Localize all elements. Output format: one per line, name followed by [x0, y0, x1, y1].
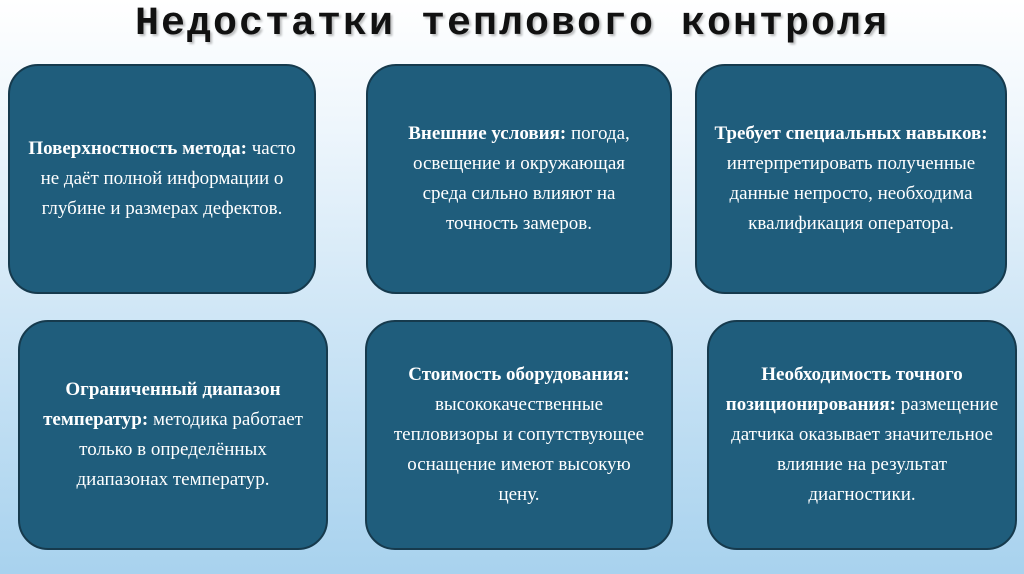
- card-text: [391, 360, 647, 510]
- card-body: часто не даёт полной информации о глубине и размерах дефектов.: [40, 138, 296, 219]
- card-body: размещение датчика оказывает значительное влияние на результат диагностики.: [731, 394, 999, 505]
- card-text: [34, 375, 312, 495]
- card-special-skills: [695, 64, 1007, 294]
- card-heading: Требует специальных навыков:: [714, 123, 988, 144]
- card-body: интерпретировать полученные данные непросто, необходима квалификация оператора.: [726, 153, 976, 234]
- card-surface-method: [8, 64, 316, 294]
- card-body: методика работает только в определённых диапазонах температур.: [76, 409, 303, 490]
- card-heading: Ограниченный диапазон температур:: [43, 379, 281, 430]
- card-heading: Стоимость оборудования:: [408, 364, 630, 385]
- card-external-conditions: [366, 64, 672, 294]
- card-heading: Внешние условия:: [408, 123, 567, 144]
- card-temperature-range: [18, 320, 328, 550]
- card-body: высококачественные тепловизоры и сопутствующее оснащение имеют высокую цену.: [393, 394, 645, 505]
- card-precise-positioning: [707, 320, 1017, 550]
- card-text: [24, 134, 300, 224]
- card-text: [398, 119, 640, 239]
- card-equipment-cost: [365, 320, 673, 550]
- slide-title: Недостатки теплового контроля: [134, 2, 890, 47]
- card-heading: Необходимость точного позиционирования:: [725, 364, 963, 415]
- card-body: погода, освещение и окружающая среда сильно влияют на точность замеров.: [413, 123, 630, 234]
- card-text: [723, 360, 1001, 510]
- card-heading: Поверхностность метода:: [28, 138, 247, 159]
- card-text: [711, 119, 991, 239]
